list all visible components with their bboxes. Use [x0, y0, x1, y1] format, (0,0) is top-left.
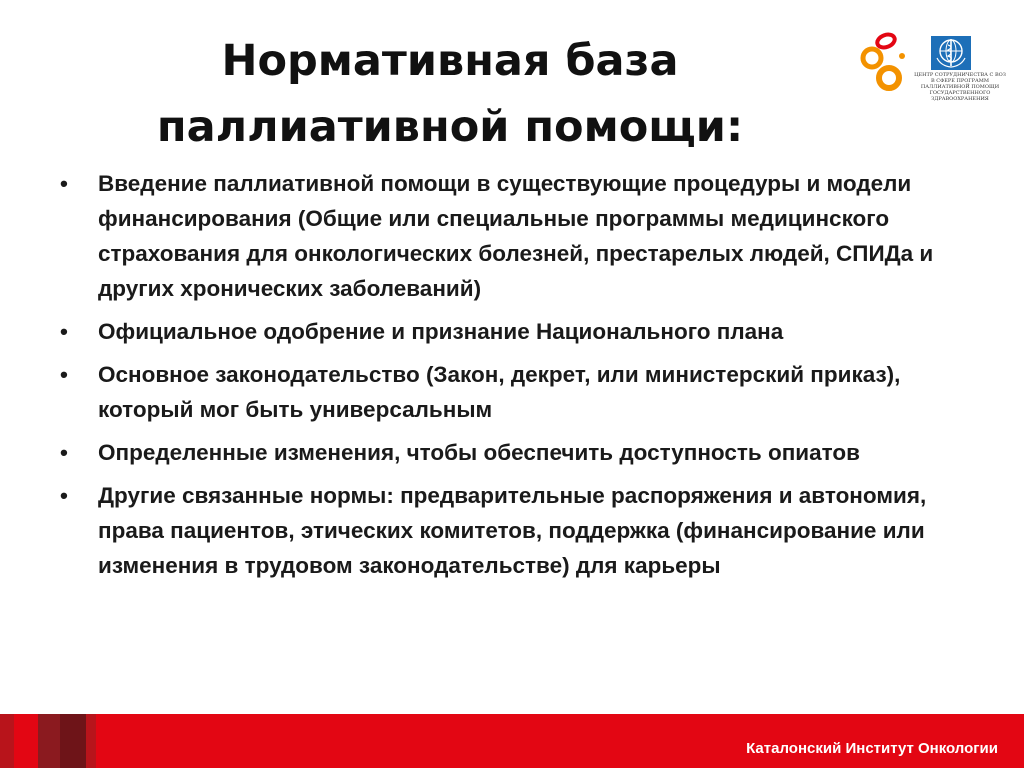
bullet-text: Официальное одобрение и признание Национального плана [98, 319, 784, 344]
bullet-text: Введение паллиативной помощи в существующие процедуры и модели финансирования (Общие или специальные программы медицинского страхования для онкологических болезней, престарелых людей, СПИДа и других хронических заболеваний) [98, 171, 934, 301]
footer-stripe [0, 714, 14, 768]
bullet-marker: • [60, 319, 68, 344]
bullet-item [60, 435, 970, 470]
who-logo [914, 36, 1006, 102]
footer-stripe [14, 714, 38, 768]
who-caption: ЦЕНТР СОТРУДНИЧЕСТВА С ВОЗ В СФЕРЕ ПРОГРАММ ПАЛЛИАТИВНОЙ ПОМОЩИ ГОСУДАРСТВЕННОГО ЗДРАВООХРАНЕНИЯ [914, 72, 1006, 102]
bullet-item [60, 357, 970, 427]
bullet-item [60, 478, 970, 583]
bullet-item [60, 314, 970, 349]
footer-stripe [86, 714, 96, 768]
bullet-item [60, 166, 970, 306]
who-emblem-icon [931, 36, 971, 70]
footer-stripe [38, 714, 60, 768]
bullet-text: Определенные изменения, чтобы обеспечить доступность опиатов [98, 440, 860, 465]
bullet-list [60, 166, 970, 591]
bullet-text: Основное законодательство (Закон, декрет, или министерский приказ), который мог быть универсальным [98, 362, 901, 422]
bullet-marker: • [60, 171, 68, 196]
title-line-2: паллиативной помощи: [156, 102, 744, 152]
footer-stripe [60, 714, 86, 768]
title-line-1: Нормативная база [221, 36, 679, 86]
logo-group [852, 30, 1012, 100]
bullet-text: Другие связанные нормы: предварительные распоряжения и автономия, права пациентов, этических комитетов, поддержка (финансирование или изменения в трудовом законодательстве) для карьеры [98, 483, 927, 578]
bullet-marker: • [60, 483, 68, 508]
footer-bar [0, 714, 1024, 768]
orange-rings-logo-icon [856, 32, 910, 94]
footer-institute-name: Каталонский Институт Онкологии [746, 740, 998, 757]
bullet-marker: • [60, 362, 68, 387]
slide-title [0, 28, 900, 160]
bullet-marker: • [60, 440, 68, 465]
